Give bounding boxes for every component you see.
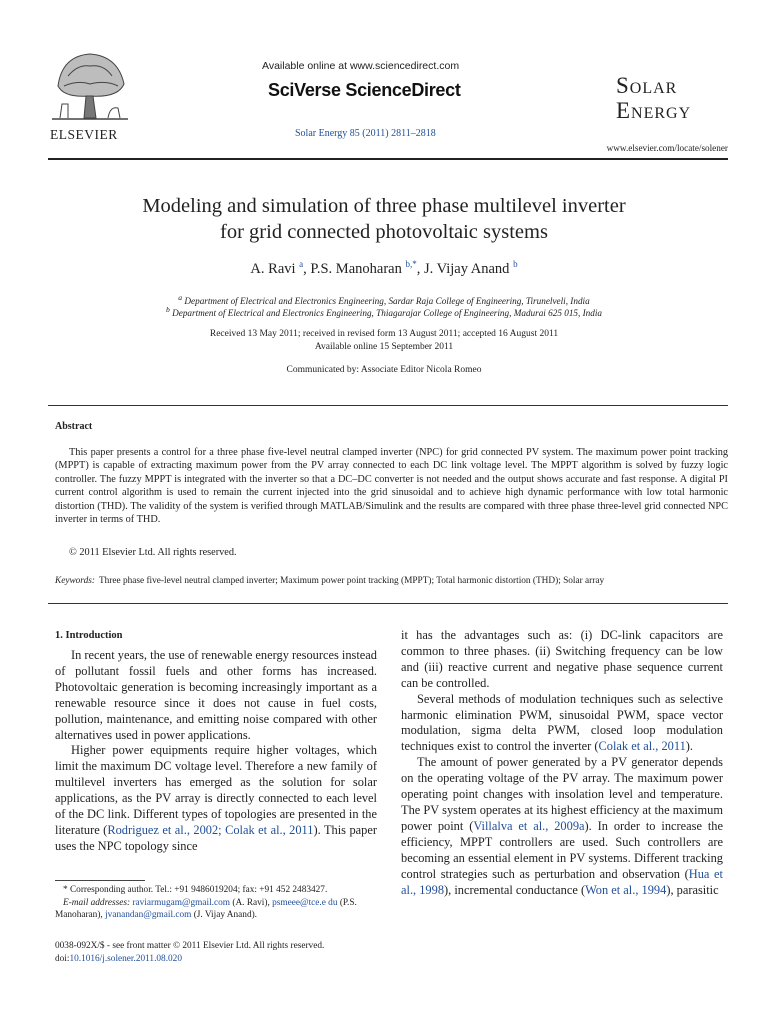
author-list: A. Ravi $^a$, P.S. Manoharan $^{b,*}$, J. Vijay Anand $^b$ [250, 259, 518, 277]
email-link[interactable]: psmeee@tce.e du [272, 897, 338, 908]
author-affil-mark[interactable]: b [513, 259, 518, 269]
header-divider [48, 158, 728, 160]
abstract-heading: Abstract [55, 421, 93, 432]
paragraph-text: ), incremental conductance ( [444, 882, 586, 897]
author-affil-mark[interactable]: a [299, 259, 304, 269]
affiliation-text: Department of Electrical and Electronics Engineering, Thiagarajar College of Engineering, Madurai 625 015, India [172, 308, 602, 319]
paragraph-text: ). [685, 739, 694, 754]
author-name: P.S. Manoharan [310, 260, 402, 277]
abstract-bottom-divider [48, 603, 728, 604]
issn-line: 0038-092X/$ - see front matter © 2011 Elsevier Ltd. All rights reserved. [55, 941, 325, 951]
doi-line [55, 953, 385, 966]
journal-logo-rest1: Solar [616, 73, 678, 98]
author-affil-mark[interactable]: b,* [405, 259, 417, 269]
keywords-label: Keywords: [55, 576, 95, 586]
email-owner: (P.S. Manoharan), [55, 897, 357, 920]
journal-logo [616, 72, 691, 123]
journal-url[interactable]: www.elsevier.com/locate/solener [606, 143, 728, 153]
paragraph-text: ), parasitic [666, 882, 719, 897]
abstract-top-divider [48, 405, 728, 406]
intro-paragraph-3: it has the advantages such as: (i) DC-link capacitors are common to three phases. (ii) Switching frequency can be low and (iii) reactive current and negative phase sequence current can be controlled. [401, 628, 723, 690]
title-line-1: Modeling and simulation of three phase multilevel inverter [142, 195, 626, 217]
keywords [55, 576, 604, 586]
email-addresses [55, 897, 385, 922]
paragraph-text: Higher power equipments require higher voltages, which limit the maximum DC voltage level. Therefore a new family of multilevel inverters has emerged as the solution for solar applications, as the PV array is directly connected to each level of the DC link. Different types of topologies are presented in the literature ( [55, 743, 377, 837]
author-name: J. Vijay Anand [423, 260, 510, 277]
paragraph-text: ). This paper uses the NPC topology since [55, 822, 377, 853]
publisher-name: ELSEVIER [50, 127, 118, 142]
section-heading: 1. Introduction [55, 630, 123, 641]
author-name: A. Ravi [250, 260, 296, 277]
intro-paragraph-4 [401, 692, 723, 756]
left-column [55, 648, 377, 855]
doi-link[interactable]: 10.1016/j.solener.2011.08.020 [69, 953, 182, 964]
abstract-text: This paper presents a control for a three phase five-level neutral clamped inverter (NPC) for grid connected PV system. The maximum power point tracking (MPPT) is capable of extracting maximum power from the PV array connected to each DC link voltage level. The MPPT algorithm is solved by fuzzy logic controller. The fuzzy MPPT is integrated with the inverter so that a DC–DC converter is not needed and the output shows accurate and fast response. A digital PI current control algorithm is used to remain the current injected into the grid sinusoidal and to achieve high dynamic performance with low total harmonic distortion (THD). The validity of the system is verified through MATLAB/Simulink and the results are compared with three phase three-level grid connected NPC inverter in terms of THD. [55, 447, 728, 526]
title-line-2: for grid connected photovoltaic systems [220, 221, 548, 243]
reference-link[interactable]: Hua et al., 1998 [401, 866, 723, 897]
history-dates [40, 328, 728, 354]
paragraph-text: ). In order to increase the efficiency, MPPT controllers are used. Such controllers are becoming an essential element in PV systems. Different tracking control strategies such as perturbation and observation ( [401, 818, 723, 881]
intro-paragraph-2 [55, 743, 377, 854]
received-dates: Received 13 May 2011; received in revised form 13 August 2011; accepted 16 August 2011 [209, 329, 559, 339]
available-date: Available online 15 September 2011 [314, 342, 454, 352]
paragraph-text: Several methods of modulation techniques such as selective harmonic elimination PWM, sinusoidal PWM, space vector modulation, sigma delta PWM, closed loop modulation techniques exist to control the inverter ( [401, 691, 723, 754]
intro-paragraph-1: In recent years, the use of renewable energy resources instead of pollutant fossil fuels and other forms has increased. Photovoltaic generation is becoming increasingly important as a renewable resource since it does not cause in fuel costs, pollution, maintenance, and emitting noise compared with other alternatives used in power applications. [55, 648, 377, 742]
affiliation-b [40, 305, 728, 318]
email-owner: (J. Vijay Anand). [193, 910, 258, 920]
sciverse-logo-text: SciVerse ScienceDirect [268, 80, 461, 100]
paragraph-text: The amount of power generated by a PV generator depends on the operating voltage of the PV array. The maximum power operating point changes with insolation level and temperature. The PV system operates at its highest efficiency at the maximum power point ( [401, 755, 723, 833]
journal-logo-line1 [616, 72, 691, 98]
right-column [401, 628, 723, 898]
email-link[interactable]: raviarmugam@gmail.com [132, 897, 231, 908]
footnote-divider [55, 880, 145, 881]
email-link[interactable]: jvanandan@gmail.com [105, 910, 192, 920]
available-online-text: Available online at www.sciencedirect.com [262, 60, 460, 72]
article-title [40, 193, 728, 245]
issn-footnote [55, 940, 385, 965]
corresponding-footnote [55, 884, 385, 922]
reference-link[interactable]: Colak et al., 2011 [598, 739, 686, 754]
doi-label: doi: [55, 953, 70, 964]
reference-link[interactable]: Villalva et al., 2009a [473, 818, 585, 833]
reference-link[interactable]: Won et al., 1994 [585, 882, 667, 897]
affiliation-text: Department of Electrical and Electronics Engineering, Sardar Raja College of Engineering, Tirunelveli, India [184, 296, 590, 307]
journal-citation-link[interactable]: Solar Energy 85 (2011) 2811–2818 [295, 128, 436, 139]
email-owner: (A. Ravi), [232, 897, 270, 908]
affiliation-mark: a [178, 293, 183, 302]
communicated-by: Communicated by: Associate Editor Nicola Romeo [286, 365, 482, 375]
reference-link[interactable]: Rodriguez et al., 2002; Colak et al., 2011 [107, 822, 314, 837]
elsevier-tree-logo [48, 46, 132, 124]
abstract-copyright: © 2011 Elsevier Ltd. All rights reserved. [69, 547, 237, 558]
corresponding-author: * Corresponding author. Tel.: +91 9486019204; fax: +91 452 2483427. [63, 885, 328, 895]
email-label: E-mail addresses: [63, 897, 131, 908]
affiliation-mark: b [165, 305, 170, 314]
journal-logo-line2: Energy [616, 98, 692, 123]
intro-paragraph-5 [401, 755, 723, 898]
keywords-list: Three phase five-level neutral clamped inverter; Maximum power point tracking (MPPT); Total harmonic distortion (THD); Solar array [98, 576, 605, 586]
